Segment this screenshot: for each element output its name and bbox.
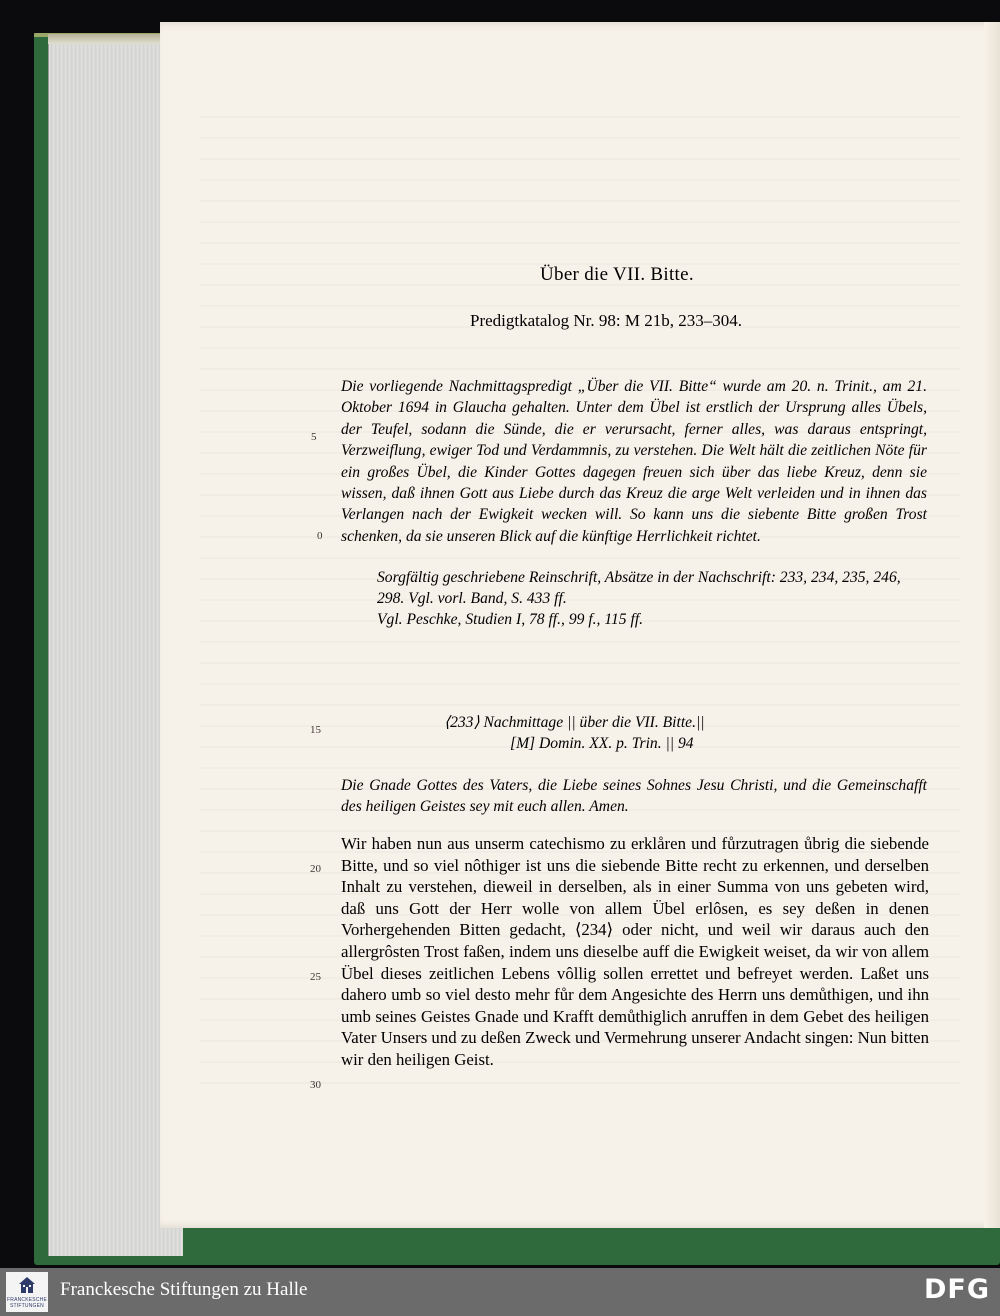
greeting-paragraph: Die Gnade Gottes des Vaters, die Liebe seines Sohnes Jesu Christi, und die Gemeinschafft des heiligen Geistes sey mit euch allen. Amen.: [341, 777, 927, 816]
catalog-reference: Predigtkatalog Nr. 98: M 21b, 233–304.: [470, 311, 742, 330]
institution-name[interactable]: Franckesche Stiftungen zu Halle: [60, 1279, 308, 1300]
footer-bar: [0, 1268, 1000, 1316]
sermon-heading-line1: ⟨233⟩ Nachmittage || über die VII. Bitte.||: [444, 714, 705, 731]
logo-text-line1: FRANCKESCHE: [7, 1297, 47, 1303]
sermon-body-paragraph: Wir haben nun aus unserm catechismo zu erklåren und fůrzutragen ůbrig die siebende Bitte, und so viel nôthiger ist uns die siebende Bitte recht zu erkennen, und derselben Inhalt zu verstehen, dieweil in derselben, als in einer Summa von uns gebeten wird, daß uns Gott der Herr wolle von allem Übel erlôsen, es sey deßen in denen Vorhergehenden Bitten gedacht, ⟨234⟩ oder nicht, und weil wir daraus auch den allergrôsten Trost faßen, indem uns dieselbe auff die Ewigkeit weiset, da wir von allem Übel dieses zeitlichen Lebens vôllig sollen errettet und befreyet werden. Laßet uns dahero umb so viel desto mehr fůr dem Angesichte des Herrn uns demůthigen, und ihn umb seines Geistes Gnade und Krafft demůthiglich anruffen in dem Gebet des heiligen Vater Unsers und zu deßen Zweck und Vermehrung unserer Andacht singen: Nun bitten wir den heiligen Geist.: [341, 834, 929, 1069]
line-number: 25: [310, 971, 321, 983]
logo-text-line2: STIFTUNGEN: [10, 1303, 44, 1309]
intro-text: Die vorliegende Nachmittagspredigt „Über die VII. Bitte“ wurde am 20. n. Trinit., am 21. Oktober 1694 in Glaucha gehalten. Unter dem Übel ist erstlich der Ursprung alles Übels, der Teufel, sodann die Sünde, die er verursacht, ferner alles, was daraus entspringt, Verzweiflung, ewiger Tod und Verdammnis, zu verstehen. Die Welt hält die zeitlichen Nöte für ein großes Übel, die Kinder Gottes dagegen freuen sich über das liebe Kreuz, denn sie wissen, daß ihnen Gott aus Liebe durch das Kreuz die arge Welt verleiden und in ihnen das Verlangen nach der Ewigkeit wecken will. So kann uns die siebente Bitte großen Trost schenken, da sie unseren Blick auf die künftige Herrlichkeit richtet.: [341, 378, 927, 545]
reference-note: Vgl. Peschke, Studien I, 78 ff., 99 f., 115 ff.: [377, 611, 644, 628]
sermon-heading-line2: [M] Domin. XX. p. Trin. || 94: [510, 735, 694, 752]
page-title: Über die VII. Bitte.: [540, 264, 694, 285]
intro-paragraph: [341, 376, 927, 547]
line-number: 20: [310, 863, 321, 875]
orphanage-building-icon: [17, 1275, 37, 1295]
page-right-edge: [984, 22, 1000, 1228]
institution-logo[interactable]: [6, 1272, 48, 1312]
line-number: 0: [317, 530, 323, 542]
line-number: 15: [310, 724, 321, 736]
dfg-logo[interactable]: DFG: [923, 1274, 990, 1305]
line-number: 5: [311, 431, 317, 443]
manuscript-note: Sorgfältig geschriebene Reinschrift, Absätze in der Nachschrift: 233, 234, 235, 246, 298. Vgl. vorl. Band, S. 433 ff.: [377, 569, 901, 608]
line-number: 30: [310, 1079, 321, 1091]
